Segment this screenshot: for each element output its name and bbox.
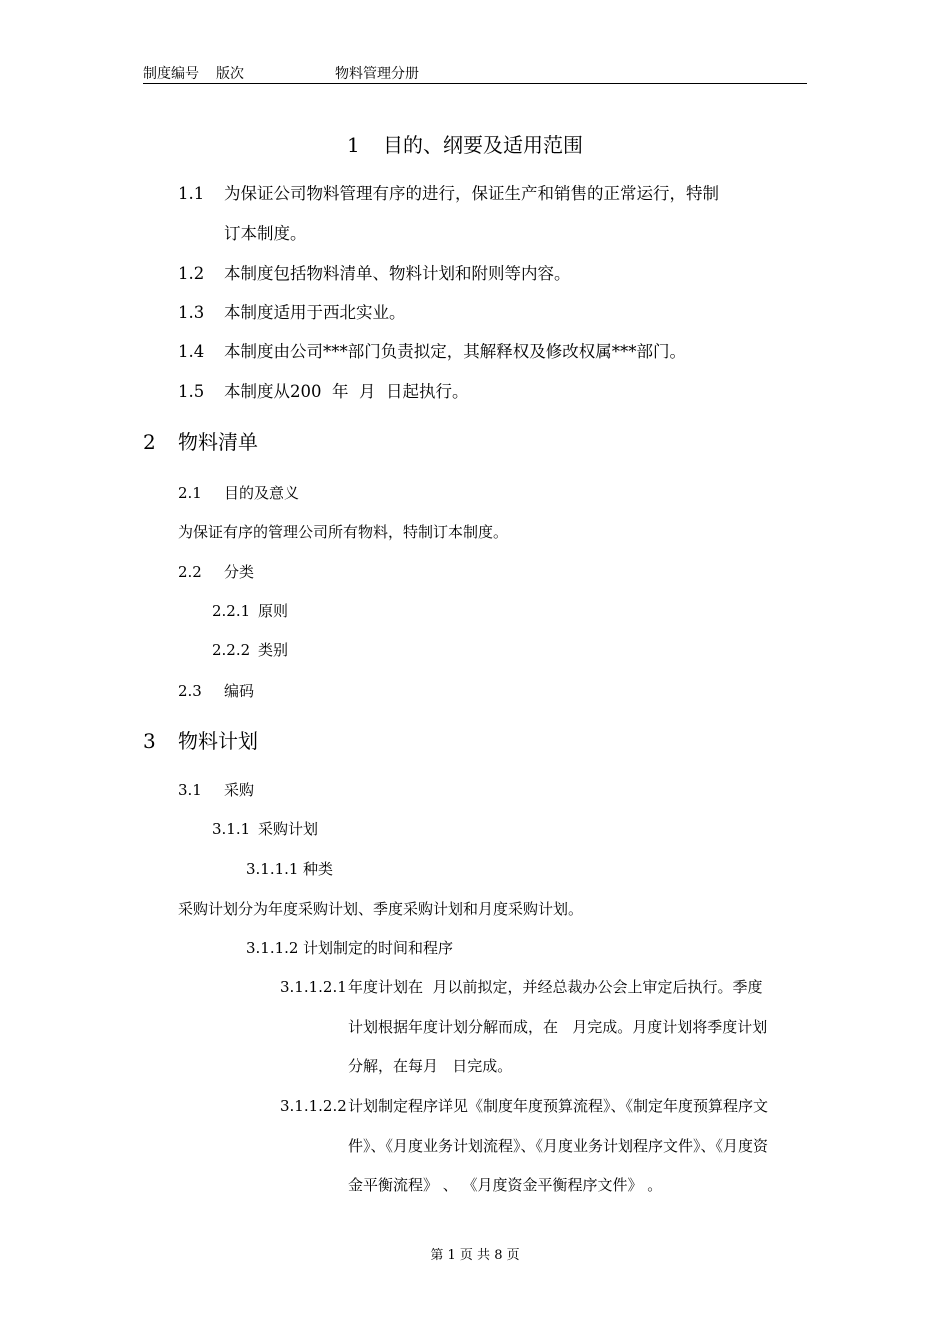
section-2-2-1-title: 原则: [258, 602, 289, 620]
section-3-1-1-2-2-line3: 金平衡流程》 、 《月度资金平衡程序文件》 。: [348, 1176, 663, 1194]
item-1-5-text: 本制度从200 年 月 日起执行。: [224, 382, 469, 401]
section-3-1-title: 采购: [224, 781, 255, 799]
section-2-2-number: 2.2: [178, 563, 202, 581]
section-3-1-1-2-2-line2: 件》、《月度业务计划流程》、《月度业务计划程序文件》、《月度资: [348, 1137, 769, 1155]
section-3-number: 3: [143, 729, 156, 753]
header-code: 制度编号: [143, 66, 199, 82]
section-2-number: 2: [143, 430, 156, 454]
section-3-1-1-1-number: 3.1.1.1: [246, 860, 299, 878]
item-1-5-number: 1.5: [178, 382, 205, 401]
section-2-title: 物料清单: [178, 430, 258, 454]
section-2-3-number: 2.3: [178, 682, 202, 700]
section-3-1-1-1-body: 采购计划分为年度采购计划、季度采购计划和月度采购计划。: [178, 900, 584, 918]
item-1-2-number: 1.2: [178, 264, 205, 283]
item-1-3-text: 本制度适用于西北实业。: [224, 303, 406, 322]
item-1-1-text-line2: 订本制度。: [224, 224, 307, 243]
section-2-1-number: 2.1: [178, 484, 202, 502]
section-3-title: 物料计划: [178, 729, 258, 753]
section-3-1-1-title: 采购计划: [258, 820, 319, 838]
section-1-number: 1: [347, 133, 360, 157]
header-version: 版次: [216, 66, 244, 82]
item-1-4-number: 1.4: [178, 342, 205, 361]
section-3-1-1-2-number: 3.1.1.2: [246, 939, 299, 957]
item-1-1-text-line1: 为保证公司物料管理有序的进行，保证生产和销售的正常运行，特制: [224, 184, 719, 203]
section-3-1-1-2-2-line1: 计划制定程序详见《制度年度预算流程》、《制定年度预算程序文: [348, 1097, 769, 1115]
section-2-2-2-number: 2.2.2: [212, 641, 251, 659]
item-1-1-number: 1.1: [178, 184, 205, 203]
section-2-2-1-number: 2.2.1: [212, 602, 251, 620]
section-3-1-1-2-1-number: 3.1.1.2.1: [280, 978, 347, 996]
section-2-1-title: 目的及意义: [224, 484, 300, 502]
section-3-1-1-2-title: 计划制定的时间和程序: [303, 939, 454, 957]
section-3-1-1-2-1-line3: 分解，在每月 日完成。: [348, 1057, 513, 1075]
section-2-1-body: 为保证有序的管理公司所有物料，特制订本制度。: [178, 523, 509, 541]
section-3-1-1-2-2-number: 3.1.1.2.2: [280, 1097, 347, 1115]
header-title: 物料管理分册: [335, 66, 419, 82]
item-1-4-text: 本制度由公司***部门负责拟定，其解释权及修改权属***部门。: [224, 342, 686, 361]
section-3-1-1-1-title: 种类: [303, 860, 334, 878]
header-divider: [143, 83, 807, 84]
item-1-3-number: 1.3: [178, 303, 205, 322]
section-2-2-title: 分类: [224, 563, 255, 581]
section-3-1-1-number: 3.1.1: [212, 820, 251, 838]
section-1-title: 目的、纲要及适用范围: [383, 133, 583, 157]
section-3-1-number: 3.1: [178, 781, 202, 799]
section-3-1-1-2-1-line1: 年度计划在 月以前拟定，并经总裁办公会上审定后执行。季度: [348, 978, 763, 996]
item-1-2-text: 本制度包括物料清单、物料计划和附则等内容。: [224, 264, 571, 283]
section-2-2-2-title: 类别: [258, 641, 289, 659]
page-footer: 第 1 页 共 8 页: [430, 1248, 520, 1263]
section-3-1-1-2-1-line2: 计划根据年度计划分解而成，在 月完成。月度计划将季度计划: [348, 1018, 768, 1036]
section-2-3-title: 编码: [224, 682, 255, 700]
